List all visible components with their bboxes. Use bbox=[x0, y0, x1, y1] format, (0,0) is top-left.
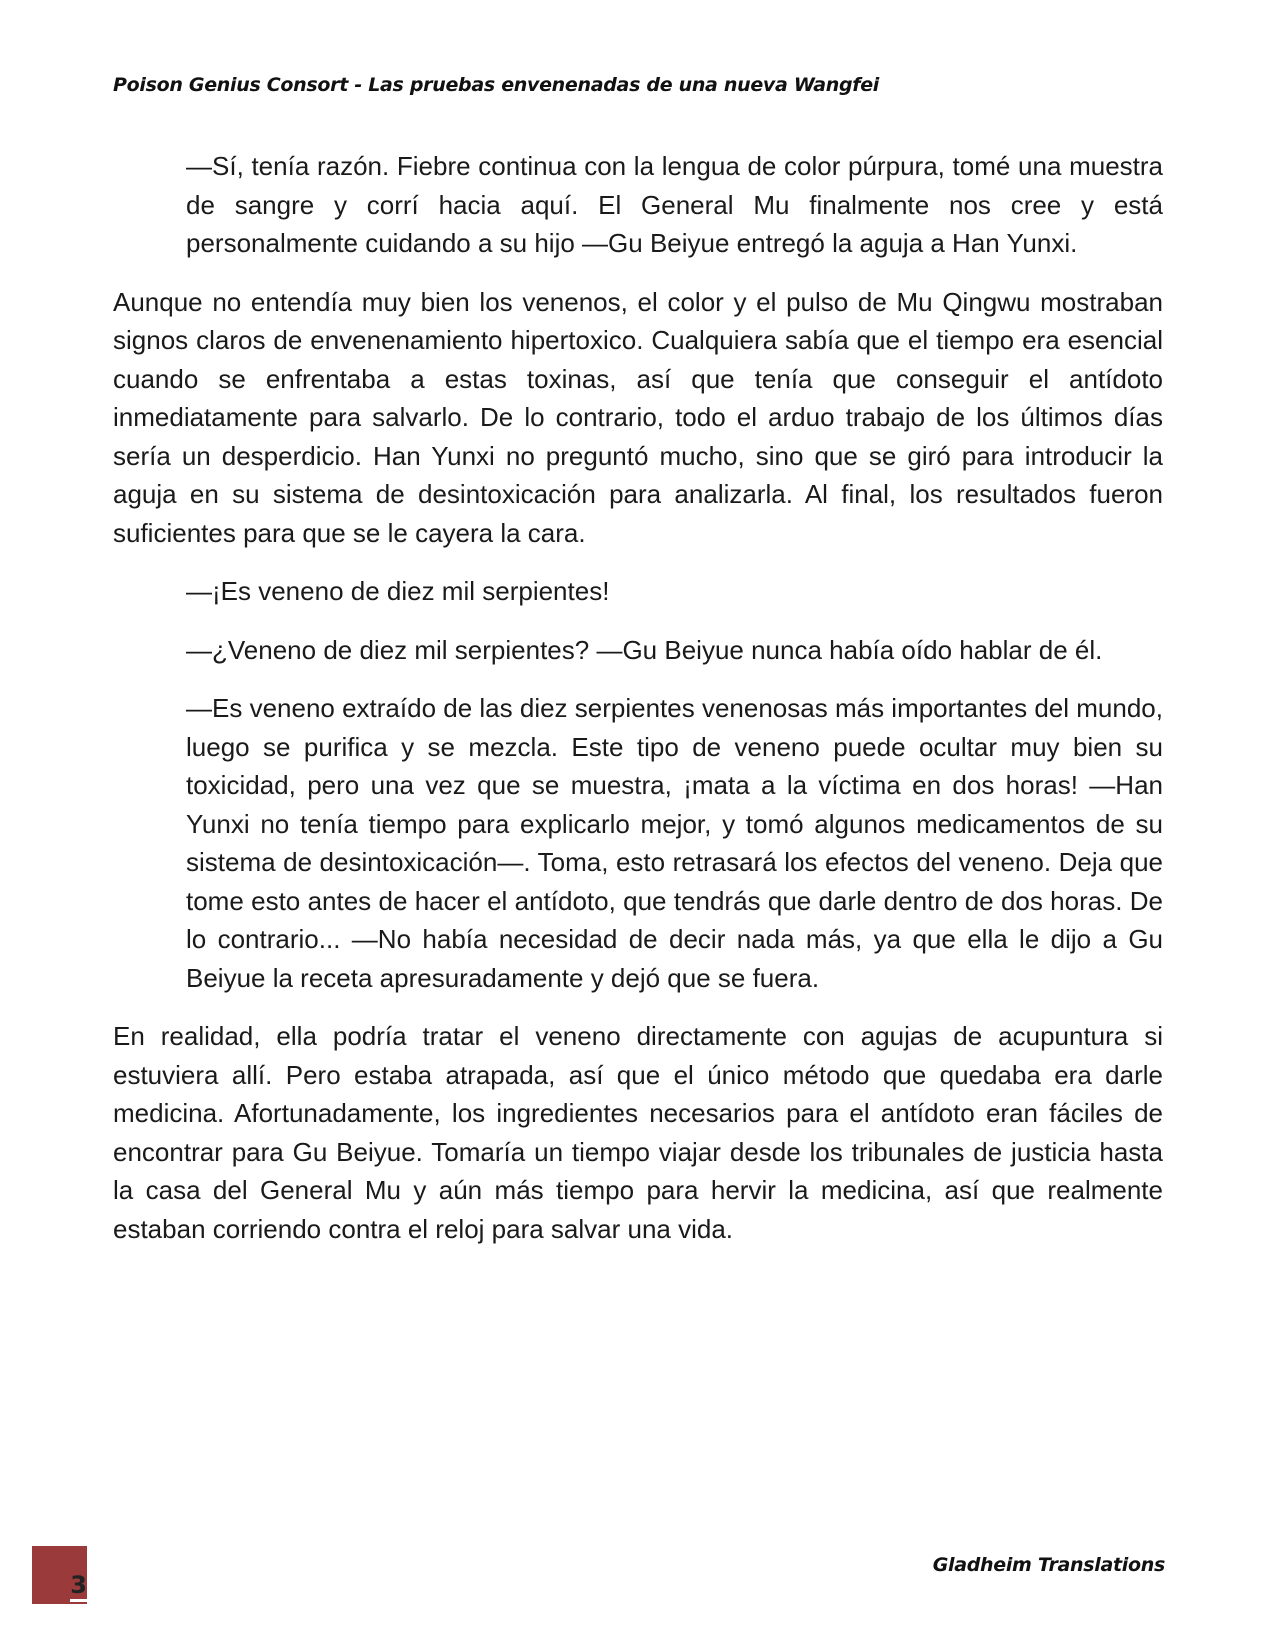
paragraph-dialog-2: —¡Es veneno de diez mil serpientes! bbox=[186, 576, 610, 606]
paragraph-narration-2: En realidad, ella podría tratar el veneno directamente con agujas de acupuntura si estuviera allí. Pero estaba atrapada, así que el único método que quedaba era darle medicina. Afortunadamente, los ingredientes necesarios para el antídoto eran fáciles de encontrar para Gu Beiyue. Tomaría un tiempo viajar desde los tribunales de justicia hasta la casa del General Mu y aún más tiempo para hervir la medicina, así que realmente estaban corriendo contra el reloj para salvar una vida. bbox=[113, 1021, 1163, 1244]
document-header-title: Poison Genius Consort - Las pruebas envenenadas de una nueva Wangfei bbox=[113, 74, 880, 96]
paragraph-narration-1: Aunque no entendía muy bien los venenos, el color y el pulso de Mu Qingwu mostraban signos claros de envenenamiento hipertoxico. Cualquiera sabía que el tiempo era esencial cuando se enfrentaba a estas toxinas, así que tenía que conseguir el antídoto inmediatamente para salvarlo. De lo contrario, todo el arduo trabajo de los últimos días sería un desperdicio. Han Yunxi no preguntó mucho, sino que se giró para introducir la aguja en su sistema de desintoxicación para analizarla. Al final, los resultados fueron suficientes para que se le cayera la cara. bbox=[113, 286, 1163, 548]
paragraph-dialog-4: —Es veneno extraído de las diez serpientes venenosas más importantes del mundo, luego se purifica y se mezcla. Este tipo de veneno puede ocultar muy bien su toxicidad, pero una vez que se muestra, ¡mata a la víctima en dos horas! —Han Yunxi no tenía tiempo para explicarlo mejor, y tomó algunos medicamentos de su sistema de desintoxicación—. Toma, esto retrasará los efectos del veneno. Deja que tome esto antes de hacer el antídoto, que tendrás que darle dentro de dos horas. De lo contrario... —No había necesidad de decir nada más, ya que ella le dijo a Gu Beiyue la receta apresuradamente y dejó que se fuera. bbox=[186, 693, 1163, 993]
page-number: 3 bbox=[70, 1571, 87, 1602]
footer-brand: Gladheim Translations bbox=[932, 1554, 1165, 1576]
paragraph-dialog-1: —Sí, tenía razón. Fiebre continua con la lengua de color púrpura, tomé una muestra de sangre y corrí hacia aquí. El General Mu finalmente nos cree y está personalmente cuidando a su hijo —Gu Beiyue entregó la aguja a Han Yunxi. bbox=[186, 151, 1163, 258]
document-body bbox=[113, 147, 1163, 1268]
page-number-box bbox=[32, 1546, 87, 1604]
paragraph-dialog-3: —¿Veneno de diez mil serpientes? —Gu Beiyue nunca había oído hablar de él. bbox=[186, 634, 1103, 665]
